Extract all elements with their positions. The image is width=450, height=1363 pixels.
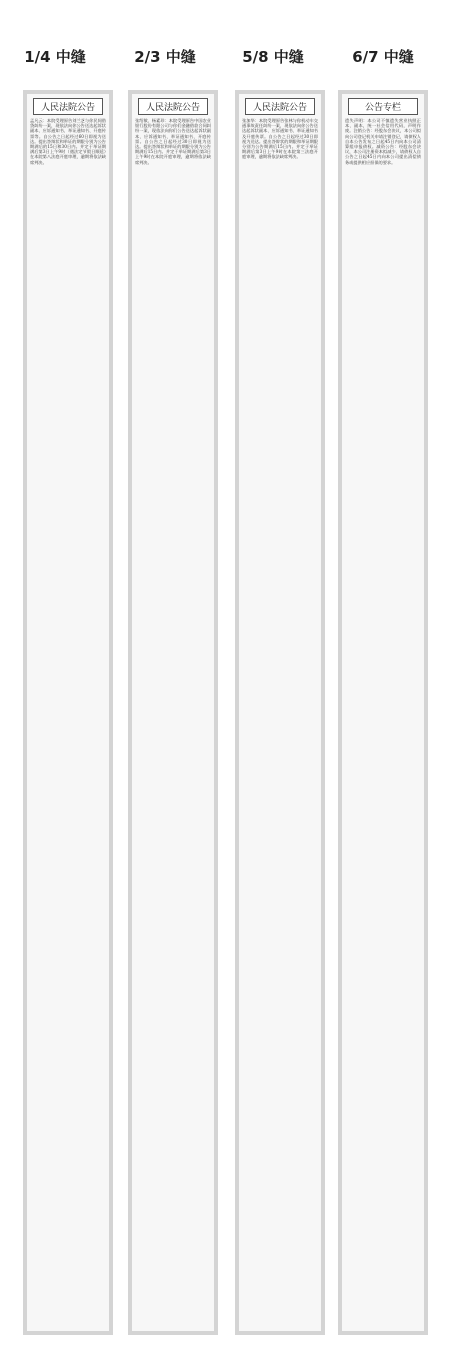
notice-section-title: 人民法院公告 (138, 98, 208, 115)
notice-body-text: 张加华：本院受理原告张林与你机动车交通事故责任纠纷一案，现依法向你公告送达起诉状副本、应诉通知书、举证通知书及开庭传票。自公告之日起经过30日即视为送达。提出答辩状的期限和举证期限分别为公告期满后15日内。并定于举证期满后第3日上午9时在本院第三法庭开庭审理，逾期将依法缺席判决。 (242, 118, 318, 160)
newspaper-strip-4 (338, 90, 428, 1335)
notice-section-title: 人民法院公告 (33, 98, 103, 115)
column-header-4: 6/7 中缝 (352, 48, 414, 66)
notice-body-text: 孟凡云：本院受理原告刘兰芝与你民间借贷纠纷一案，现依法向你公告送达起诉状副本、应诉通知书、举证通知书、开庭传票等。自公告之日起经过60日即视为送达。提出答辩状和举证的期限分别为公告期满后的15日和30日内。并定于举证期满后第3日上午9时（遇法定节假日顺延）在本院第八法庭开庭审理，逾期将依法缺席判决。 (30, 118, 106, 165)
column-header-1: 1/4 中缝 (24, 48, 86, 66)
newspaper-strip-3 (235, 90, 325, 1335)
column-header-3: 5/8 中缝 (242, 48, 304, 66)
newspaper-strip-1 (23, 90, 113, 1335)
announcement-section-title: 公告专栏 (348, 98, 418, 115)
notice-section-title: 人民法院公告 (245, 98, 315, 115)
announcement-body-text: 遗失声明：本公司不慎遗失营业执照正本、副本，统一社会信用代码，声明作废。注销公告：经股东会决议，本公司拟向公司登记机关申请注销登记，请债权人自本公告发布之日起45日内向本公司清算组申报债权。减资公告：经股东会决议，本公司注册资本拟减少，请债权人自公告之日起45日内向本公司提出清偿债务或提供相应担保的要求。 (345, 118, 421, 165)
notice-body-text: 张绍敏、杨素珍：本院受理原告中国农业银行股份有限公司与你们金融借款合同纠纷一案，现依法向你们公告送达起诉状副本、应诉通知书、举证通知书、开庭传票。自公告之日起经过30日即视为送达。提出答辩状和举证的期限分别为公告期满后15日内。并定于举证期满后第3日上午9时在本院开庭审理，逾期将依法缺席判决。 (135, 118, 211, 165)
newspaper-strip-2 (128, 90, 218, 1335)
column-header-2: 2/3 中缝 (134, 48, 196, 66)
